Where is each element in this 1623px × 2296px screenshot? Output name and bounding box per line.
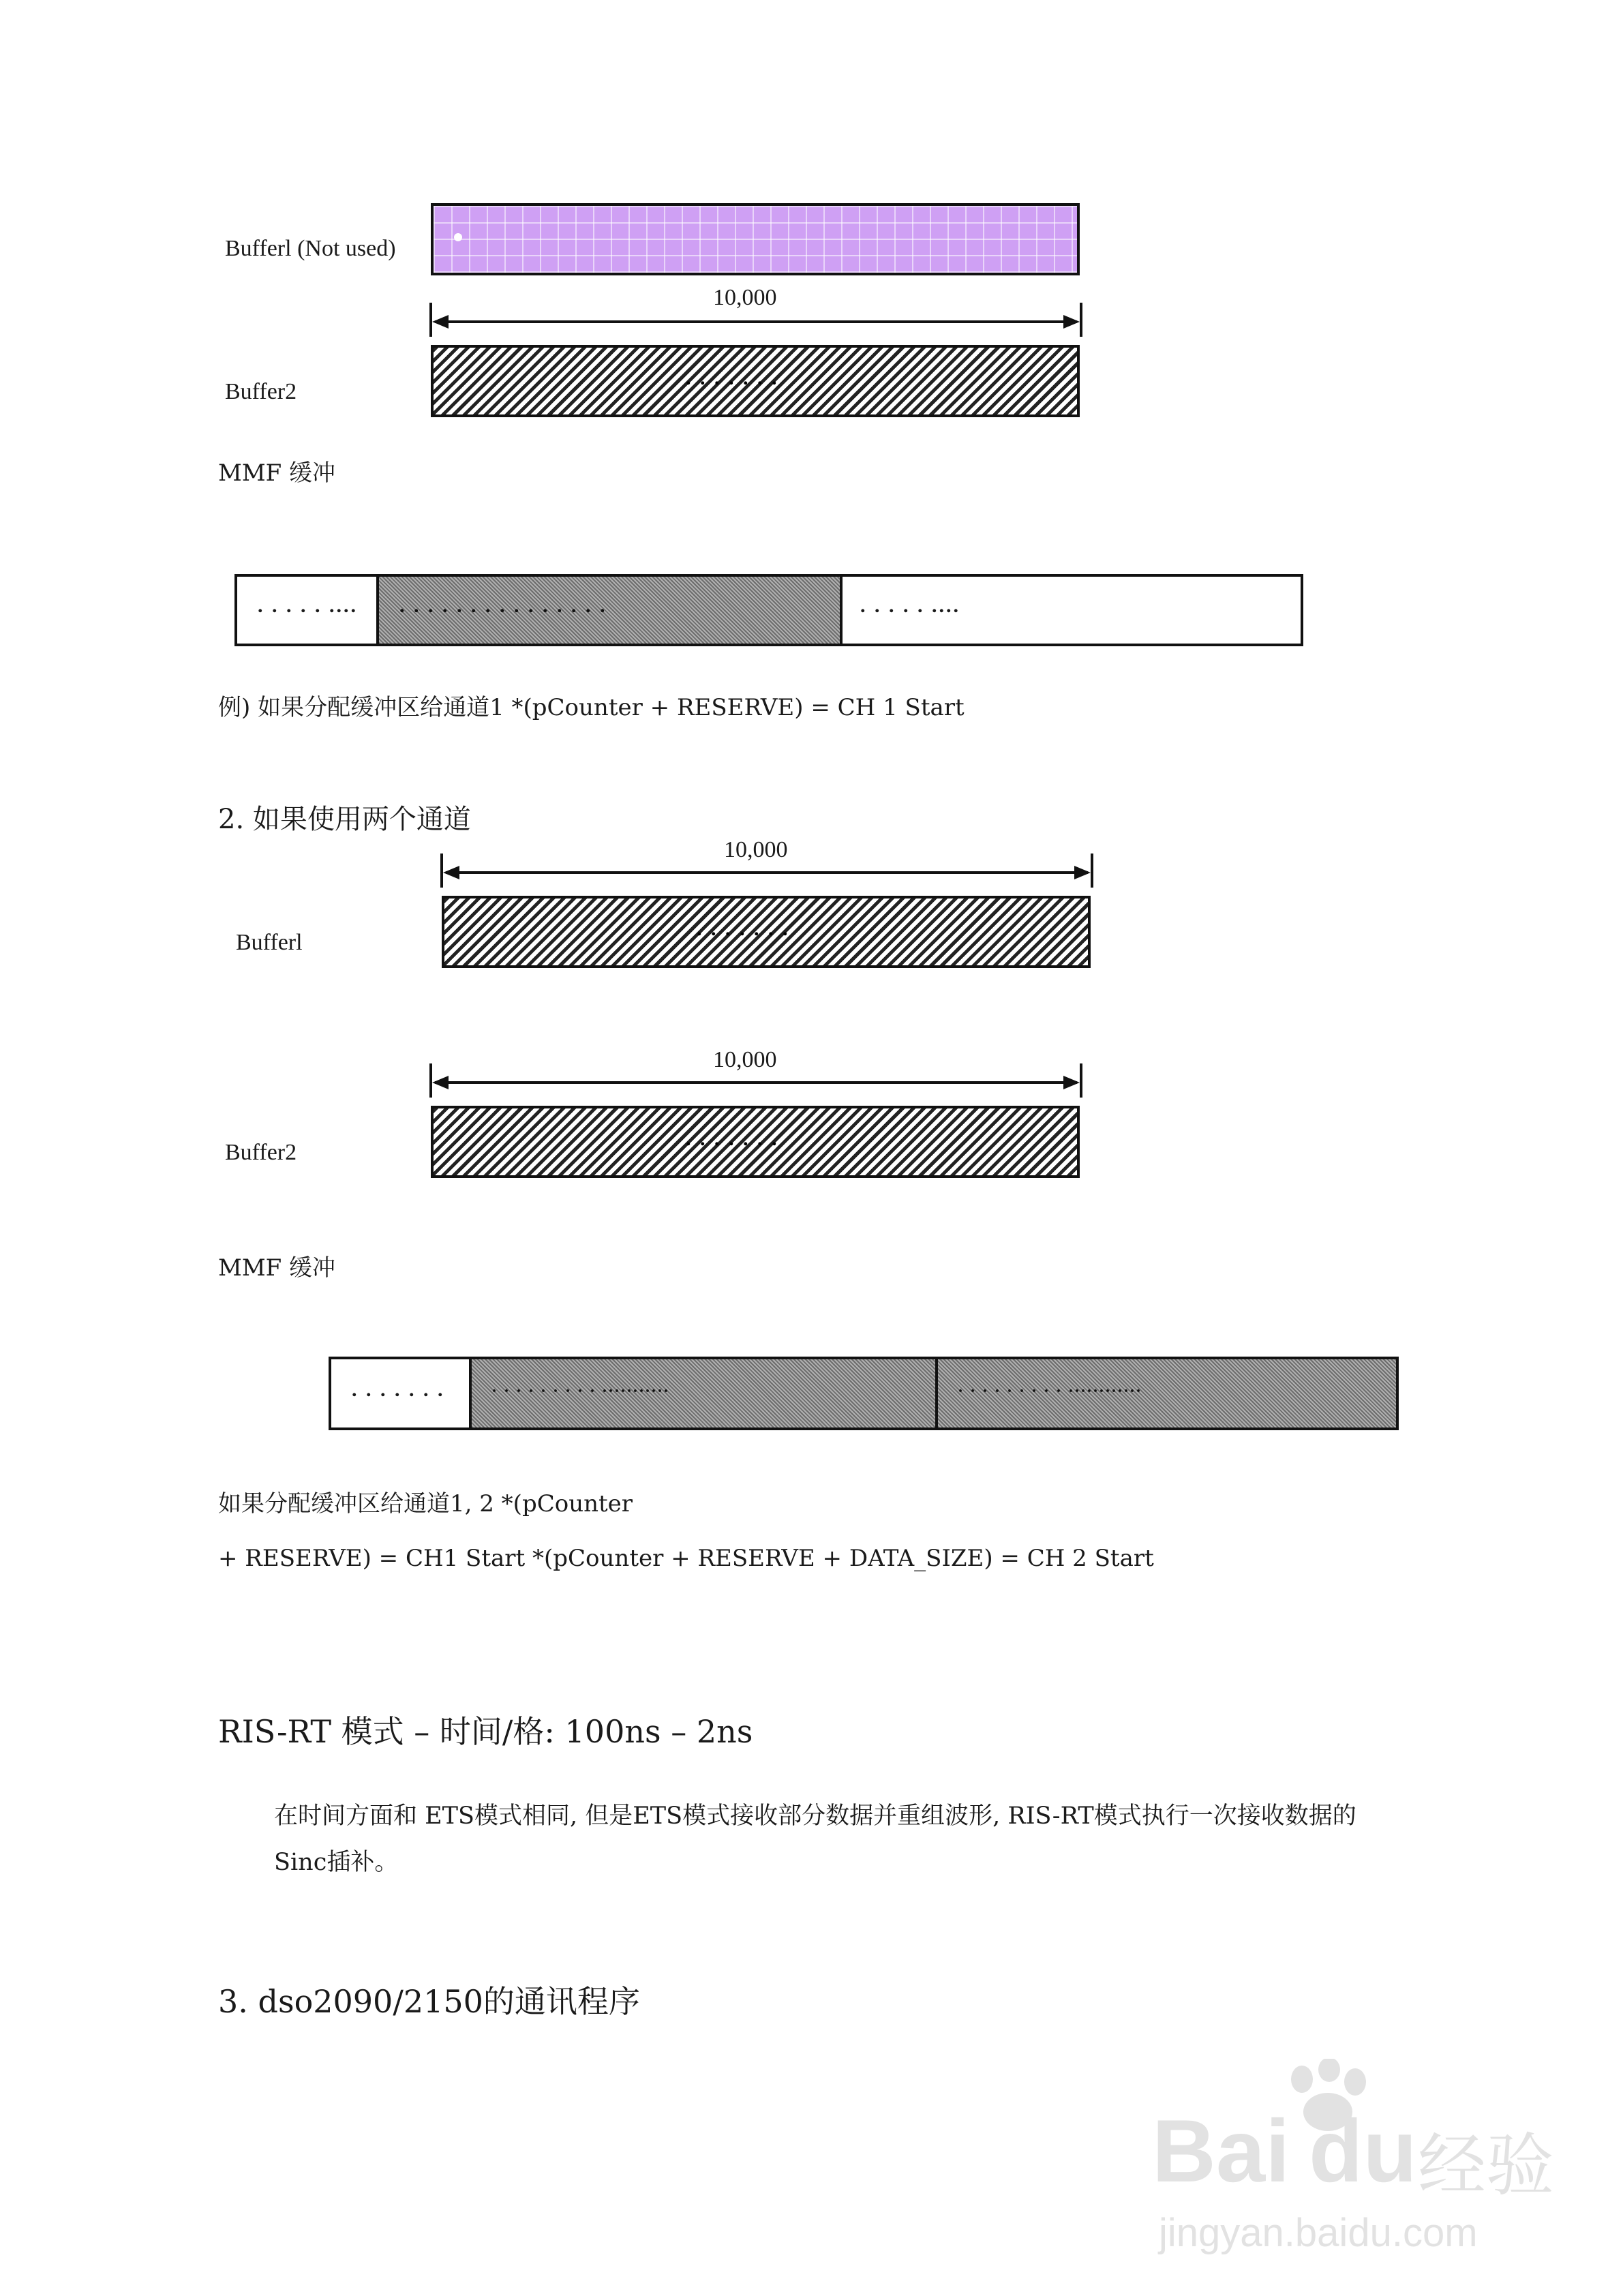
two-ch-text-line2: + RESERVE) = CH1 Start *(pCounter + RESERVE + DATA_SIZE) = CH 2 Start: [218, 1545, 1154, 1572]
buffer1-start-dot: [454, 233, 462, 241]
mmf-1-segment-header-dots: . . . . . ....: [258, 594, 358, 617]
mmf-2-segment-channel2: [938, 1359, 1396, 1428]
width-arrow-2: [439, 854, 1095, 888]
two-ch-buffer2-bar: [431, 1106, 1080, 1178]
mmf-2-segment-header-dots: . . . . . . .: [352, 1378, 445, 1401]
ris-rt-heading: RIS-RT 模式 – 时间/格: 100ns – 2ns: [218, 1713, 753, 1750]
mmf-title-2: MMF 缓冲: [218, 1254, 336, 1282]
width-label-3: 10,000: [713, 1047, 777, 1072]
mmf-buffer-1: [234, 574, 1303, 646]
width-label-1: 10,000: [713, 285, 777, 310]
two-ch-buffer2-label: Buffer2: [225, 1140, 297, 1165]
mmf-1-segment-channel1: [379, 577, 843, 644]
mmf-buffer-2: [329, 1357, 1399, 1430]
watermark-url: jingyan.baidu.com: [1159, 2211, 1478, 2255]
two-ch-buffer1-label: Bufferl: [236, 930, 303, 955]
watermark-brand-du: du: [1309, 2101, 1417, 2201]
mmf-1-segment-channel1-dots: . . . . . . . . . . . . . . .: [399, 594, 607, 617]
mmf-2-segment-header: [331, 1359, 472, 1428]
ris-rt-paragraph-line1: 在时间方面和 ETS模式相同, 但是ETS模式接收部分数据并重组波形, RIS-RT模式执行一次接收数据的: [274, 1802, 1356, 1830]
mmf-2-segment-channel1-dots: . . . . . . . . . ...........: [492, 1378, 670, 1396]
width-arrow-1: [428, 303, 1084, 337]
example-text: 例) 如果分配缓冲区给通道1 *(pCounter + RESERVE) = CH 1 Start: [218, 694, 965, 721]
buffer2-bar: [431, 345, 1080, 417]
section4-heading: 3. dso2090/2150的通讯程序: [218, 1983, 640, 2020]
mmf-1-segment-header: [237, 577, 379, 644]
watermark-brand: Bai: [1152, 2101, 1290, 2201]
buffer2-inner-dots: . . . . . . .: [686, 367, 779, 389]
two-ch-buffer2-inner-dots: . . . . . . .: [686, 1128, 779, 1150]
mmf-2-segment-channel2-dots: . . . . . . . . . ............: [958, 1378, 1142, 1396]
width-arrow-3: [428, 1063, 1084, 1098]
mmf-1-segment-free-dots: . . . . . ....: [860, 594, 960, 617]
watermark-cn: 经验: [1418, 2126, 1554, 2205]
baidu-watermark: [1152, 2059, 1554, 2263]
buffer2-label: Buffer2: [225, 379, 297, 404]
two-ch-text-line1: 如果分配缓冲区给通道1, 2 *(pCounter: [218, 1490, 633, 1517]
width-label-2: 10,000: [724, 837, 788, 862]
mmf-2-segment-channel1: [472, 1359, 938, 1428]
mmf-title-1: MMF 缓冲: [218, 459, 336, 487]
buffer1-label: Bufferl (Not used): [225, 236, 396, 261]
two-ch-buffer1-inner-dots: . . . . . . .: [697, 918, 790, 940]
mmf-1-segment-free: [843, 577, 1301, 644]
two-ch-buffer1-bar: [442, 896, 1091, 968]
buffer1-bar: [431, 203, 1080, 275]
section2-heading: 2. 如果使用两个通道: [218, 804, 471, 835]
ris-rt-paragraph-line2: Sinc插补。: [274, 1849, 399, 1876]
